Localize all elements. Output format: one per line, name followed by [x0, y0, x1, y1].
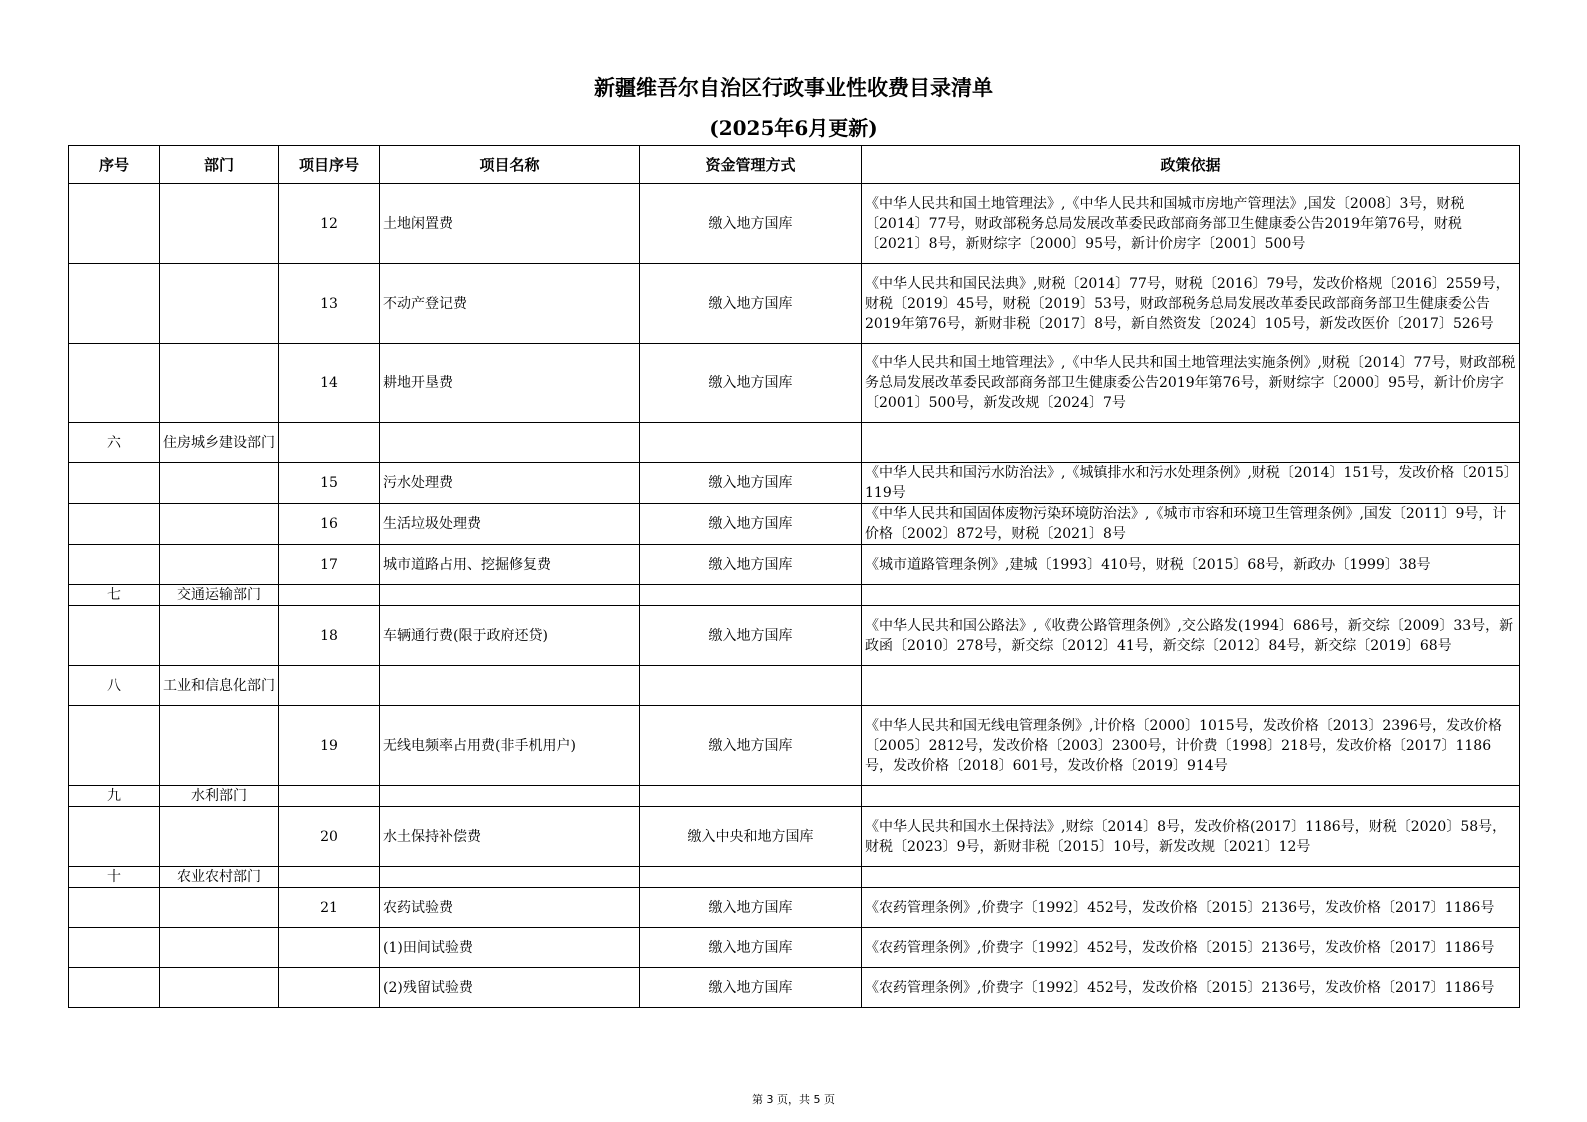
- document-title: 新疆维吾尔自治区行政事业性收费目录清单: [594, 75, 993, 100]
- row-item-no: 13: [279, 264, 380, 344]
- document-subtitle: (2025年6月更新): [709, 116, 878, 140]
- table-row: [69, 888, 1520, 928]
- row-fund-management: 缴入地方国库: [640, 264, 862, 344]
- row-department: [160, 184, 279, 264]
- row-policy-basis: 《中华人民共和国无线电管理条例》,计价格〔2000〕1015号，发改价格〔2013〕2396号，发改价格〔2005〕2812号，发改价格〔2003〕2300号，计价费〔1998〕218号，发改价格〔2017〕1186号，发改价格〔2018〕601号，发改价格〔2019〕914号: [862, 706, 1520, 786]
- row-fund-management: 缴入地方国库: [640, 968, 862, 1008]
- row-item-no: [279, 666, 380, 706]
- row-item-name: 生活垃圾处理费: [380, 504, 640, 545]
- row-seq: [69, 968, 160, 1008]
- fee-catalog-table: [68, 145, 1520, 1008]
- row-fund-management: 缴入地方国库: [640, 888, 862, 928]
- row-fund-management: [640, 867, 862, 888]
- row-fund-management: 缴入中央和地方国库: [640, 807, 862, 867]
- row-item-name: 车辆通行费(限于政府还贷): [380, 606, 640, 666]
- section-row: [69, 423, 1520, 463]
- row-fund-management: [640, 786, 862, 807]
- row-policy-basis: 《农药管理条例》,价费字〔1992〕452号，发改价格〔2015〕2136号，发改价格〔2017〕1186号: [862, 888, 1520, 928]
- row-item-no: 15: [279, 463, 380, 504]
- row-policy-basis: 《中华人民共和国水土保持法》,财综〔2014〕8号，发改价格(2017〕1186号，财税〔2020〕58号，财税〔2023〕9号，新财非税〔2015〕10号，新发改规〔2021〕12号: [862, 807, 1520, 867]
- row-policy-basis: [862, 786, 1520, 807]
- table-row: [69, 928, 1520, 968]
- row-fund-management: [640, 666, 862, 706]
- row-policy-basis: 《中华人民共和国土地管理法》,《中华人民共和国土地管理法实施条例》,财税〔2014〕77号，财政部税务总局发展改革委民政部商务部卫生健康委公告2019年第76号，新财综字〔2000〕95号，新计价房字〔2001〕500号，新发改规〔2024〕7号: [862, 344, 1520, 423]
- row-item-no: 21: [279, 888, 380, 928]
- row-item-name: 无线电频率占用费(非手机用户): [380, 706, 640, 786]
- row-seq: [69, 807, 160, 867]
- row-policy-basis: 《中华人民共和国民法典》,财税〔2014〕77号，财税〔2016〕79号，发改价格规〔2016〕2559号，财税〔2019〕45号，财税〔2019〕53号，财政部税务总局发展改革委民政部商务部卫生健康委公告2019年第76号，新财非税〔2017〕8号，新自然资发〔2024〕105号，新发改医价〔2017〕526号: [862, 264, 1520, 344]
- row-seq: 十: [69, 867, 160, 888]
- row-fund-management: [640, 423, 862, 463]
- row-department: [160, 807, 279, 867]
- column-header-fund-management: 资金管理方式: [640, 146, 862, 184]
- row-seq: [69, 184, 160, 264]
- row-department: 住房城乡建设部门: [160, 423, 279, 463]
- row-item-no: 17: [279, 545, 380, 585]
- row-department: 农业农村部门: [160, 867, 279, 888]
- row-policy-basis: 《城市道路管理条例》,建城〔1993〕410号，财税〔2015〕68号，新政办〔1999〕38号: [862, 545, 1520, 585]
- table-row: [69, 184, 1520, 264]
- row-item-no: 20: [279, 807, 380, 867]
- row-seq: [69, 928, 160, 968]
- row-fund-management: 缴入地方国库: [640, 463, 862, 504]
- row-policy-basis: 《中华人民共和国土地管理法》,《中华人民共和国城市房地产管理法》,国发〔2008〕3号，财税〔2014〕77号，财政部税务总局发展改革委民政部商务部卫生健康委公告2019年第76号，财税〔2021〕8号，新财综字〔2000〕95号，新计价房字〔2001〕500号: [862, 184, 1520, 264]
- section-row: [69, 585, 1520, 606]
- row-seq: [69, 706, 160, 786]
- row-department: 水利部门: [160, 786, 279, 807]
- row-item-no: 12: [279, 184, 380, 264]
- row-seq: [69, 463, 160, 504]
- row-policy-basis: 《中华人民共和国公路法》,《收费公路管理条例》,交公路发(1994〕686号，新交综〔2009〕33号，新政函〔2010〕278号，新交综〔2012〕41号，新交综〔2012〕84号，新交综〔2019〕68号: [862, 606, 1520, 666]
- row-item-name: [380, 867, 640, 888]
- row-seq: [69, 344, 160, 423]
- row-item-no: [279, 867, 380, 888]
- row-department: [160, 264, 279, 344]
- row-policy-basis: 《中华人民共和国污水防治法》,《城镇排水和污水处理条例》,财税〔2014〕151号，发改价格〔2015〕119号: [862, 463, 1520, 504]
- row-policy-basis: [862, 423, 1520, 463]
- row-item-name: 水土保持补偿费: [380, 807, 640, 867]
- row-seq: [69, 264, 160, 344]
- row-item-name: 土地闲置费: [380, 184, 640, 264]
- row-seq: 八: [69, 666, 160, 706]
- section-row: [69, 666, 1520, 706]
- row-item-name: 耕地开垦费: [380, 344, 640, 423]
- row-item-no: [279, 585, 380, 606]
- table-row: [69, 463, 1520, 504]
- row-fund-management: 缴入地方国库: [640, 184, 862, 264]
- table-row: [69, 968, 1520, 1008]
- row-item-name: [380, 585, 640, 606]
- row-fund-management: 缴入地方国库: [640, 928, 862, 968]
- row-department: 工业和信息化部门: [160, 666, 279, 706]
- row-item-no: [279, 928, 380, 968]
- row-item-name: [380, 423, 640, 463]
- row-seq: 六: [69, 423, 160, 463]
- table-row: [69, 344, 1520, 423]
- table-row: [69, 807, 1520, 867]
- row-department: [160, 504, 279, 545]
- row-item-no: 19: [279, 706, 380, 786]
- row-item-name: (2)残留试验费: [380, 968, 640, 1008]
- row-item-name: 城市道路占用、挖掘修复费: [380, 545, 640, 585]
- row-item-no: 18: [279, 606, 380, 666]
- row-item-name: 不动产登记费: [380, 264, 640, 344]
- row-item-name: [380, 786, 640, 807]
- row-fund-management: [640, 585, 862, 606]
- row-seq: [69, 504, 160, 545]
- row-item-name: 污水处理费: [380, 463, 640, 504]
- row-item-name: [380, 666, 640, 706]
- table-header-row: [69, 146, 1520, 184]
- row-seq: [69, 545, 160, 585]
- row-department: [160, 545, 279, 585]
- row-item-no: [279, 786, 380, 807]
- row-item-name: 农药试验费: [380, 888, 640, 928]
- column-header-seq: 序号: [69, 146, 160, 184]
- row-fund-management: 缴入地方国库: [640, 344, 862, 423]
- row-policy-basis: [862, 867, 1520, 888]
- row-department: 交通运输部门: [160, 585, 279, 606]
- row-policy-basis: [862, 666, 1520, 706]
- table-row: [69, 606, 1520, 666]
- column-header-policy-basis: 政策依据: [862, 146, 1520, 184]
- table-body: [69, 184, 1520, 1008]
- table-row: [69, 264, 1520, 344]
- row-seq: [69, 888, 160, 928]
- row-item-no: 16: [279, 504, 380, 545]
- row-department: [160, 706, 279, 786]
- table-row: [69, 706, 1520, 786]
- row-department: [160, 606, 279, 666]
- row-department: [160, 344, 279, 423]
- row-seq: 九: [69, 786, 160, 807]
- table-row: [69, 504, 1520, 545]
- row-item-name: (1)田间试验费: [380, 928, 640, 968]
- row-seq: 七: [69, 585, 160, 606]
- row-fund-management: 缴入地方国库: [640, 706, 862, 786]
- section-row: [69, 867, 1520, 888]
- row-item-no: [279, 423, 380, 463]
- row-policy-basis: [862, 585, 1520, 606]
- row-fund-management: 缴入地方国库: [640, 606, 862, 666]
- row-item-no: 14: [279, 344, 380, 423]
- row-fund-management: 缴入地方国库: [640, 545, 862, 585]
- row-policy-basis: 《农药管理条例》,价费字〔1992〕452号，发改价格〔2015〕2136号，发改价格〔2017〕1186号: [862, 928, 1520, 968]
- row-seq: [69, 606, 160, 666]
- table-row: [69, 545, 1520, 585]
- row-policy-basis: 《农药管理条例》,价费字〔1992〕452号，发改价格〔2015〕2136号，发改价格〔2017〕1186号: [862, 968, 1520, 1008]
- page-footer: 第 3 页，共 5 页: [752, 1093, 835, 1106]
- column-header-department: 部门: [160, 146, 279, 184]
- section-row: [69, 786, 1520, 807]
- row-department: [160, 463, 279, 504]
- row-department: [160, 928, 279, 968]
- row-department: [160, 968, 279, 1008]
- row-department: [160, 888, 279, 928]
- row-item-no: [279, 968, 380, 1008]
- column-header-item-name: 项目名称: [380, 146, 640, 184]
- row-policy-basis: 《中华人民共和国固体废物污染环境防治法》,《城市市容和环境卫生管理条例》,国发〔2011〕9号，计价格〔2002〕872号，财税〔2021〕8号: [862, 504, 1520, 545]
- row-fund-management: 缴入地方国库: [640, 504, 862, 545]
- column-header-item-no: 项目序号: [279, 146, 380, 184]
